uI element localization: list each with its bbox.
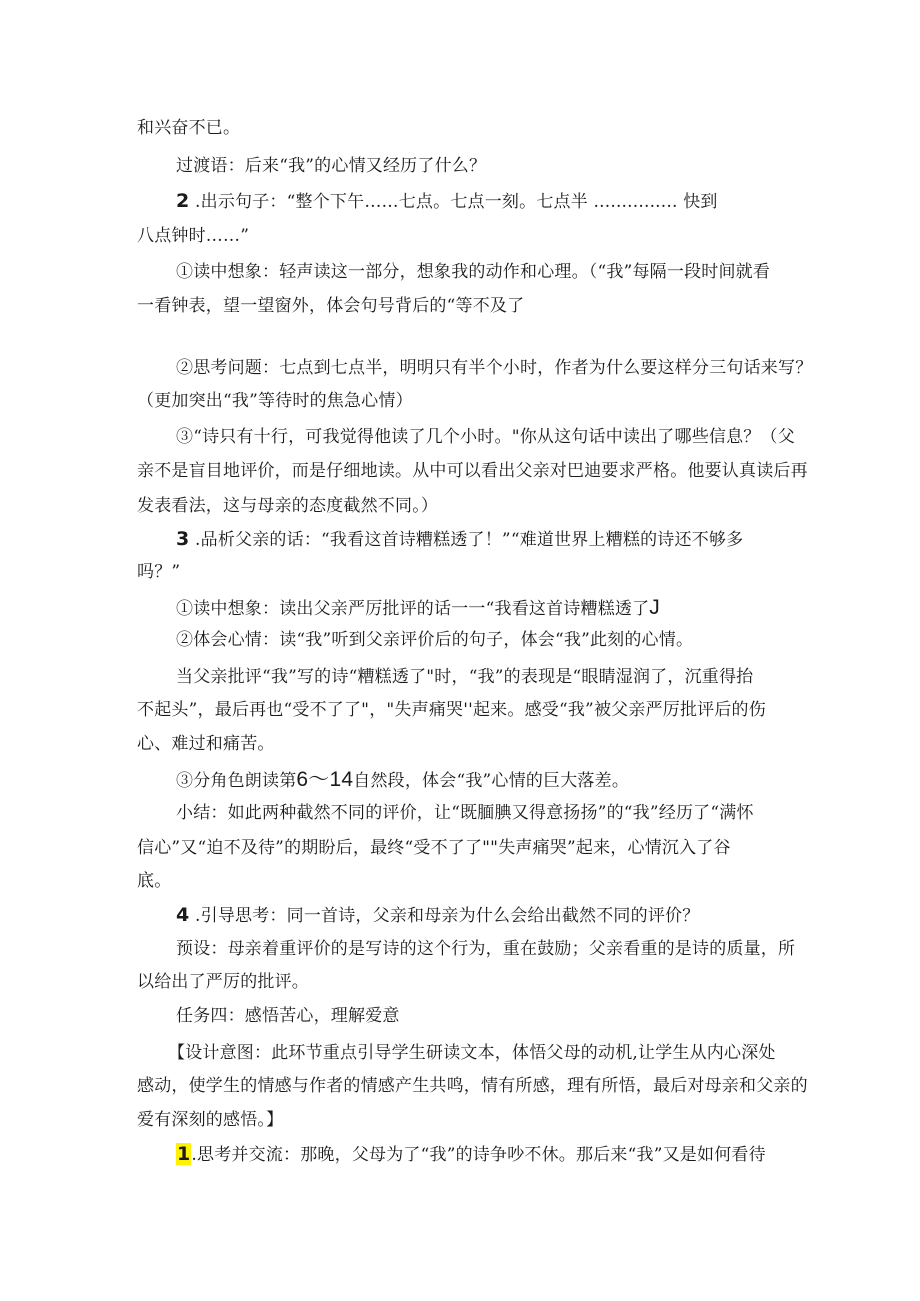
text-line: 小结：如此两种截然不同的评价，让“既腼腆又得意扬扬”的“我”经历了“满怀	[176, 803, 754, 823]
text-line: 八点钟时……”	[137, 226, 250, 246]
text-line: 感动，使学生的情感与作者的情感产生共鸣，情有所感，理有所悟，最后对母亲和父亲的	[137, 1076, 808, 1096]
item-number: 2	[176, 190, 190, 212]
text-line: 不起头”，最后再也“受不了了"，"失声痛哭''起来。感受“我”被父亲严厉批评后的伤	[137, 700, 766, 720]
numbered-item: 4 .引导思考：同一首诗，父亲和母亲为什么会给出截然不同的评价？	[176, 904, 700, 926]
text-line: （更加突出“我”等待时的焦急心情）	[137, 391, 413, 411]
section-heading: 任务四：感悟苦心，理解爱意	[176, 1006, 400, 1026]
paragraph-range: 6～14	[296, 768, 354, 791]
text-line: 信心”又“迫不及待”的期盼后，最终“受不了了""失声痛哭”起来，心情沉入了谷	[137, 838, 731, 858]
text-line: ①读中想象：轻声读这一部分，想象我的动作和心理。（“我”每隔一段时间就看	[176, 262, 771, 282]
text-line: 吗？”	[137, 562, 181, 582]
text-line: ③分角色朗读第6～14自然段，体会“我”心情的巨大落差。	[176, 768, 630, 791]
numbered-item: 3 .品析父亲的话：“我看这首诗糟糕透了！”“难道世界上糟糕的诗还不够多	[176, 528, 744, 550]
text-line: 底。	[137, 871, 172, 891]
numbered-item: 2 .出示句子：“整个下午……七点。七点一刻。七点半 ............... 快到	[176, 190, 718, 212]
j-glyph: J	[649, 596, 660, 619]
text-line: 【设计意图：此环节重点引导学生研读文本，体悟父母的动机,让学生从内心深处	[168, 1043, 776, 1063]
text-line: ①读中想象：读出父亲严厉批评的话一一“我看这首诗糟糕透了J	[176, 596, 660, 619]
item-number-highlighted: 1	[177, 1143, 191, 1165]
text-line: 爱有深刻的感悟。】	[137, 1110, 284, 1130]
text-line: 和兴奋不已。	[137, 118, 241, 138]
text-line: 以给出了严厉的批评。	[137, 972, 309, 992]
text-line: 过渡语：后来“我”的心情又经历了什么？	[176, 156, 487, 176]
text-line: 亲不是盲目地评价，而是仔细地读。从中可以看出父亲对巴迪要求严格。他要认真读后再	[137, 461, 808, 481]
item-number: 3	[176, 528, 190, 550]
text-line: ②体会心情：读“我”听到父亲评价后的句子，体会“我”此刻的心情。	[176, 630, 694, 650]
text-line: ②思考问题：七点到七点半，明明只有半个小时，作者为什么要这样分三句话来写？	[176, 358, 813, 378]
text-line: ③“诗只有十行，可我觉得他读了几个小时。"你从这句话中读出了哪些信息？（父	[176, 427, 795, 447]
text-line: 心、难过和痛苦。	[137, 734, 275, 754]
text-line: 发表看法，这与母亲的态度截然不同。）	[137, 496, 439, 516]
numbered-item: 1.思考并交流：那晚，父母为了“我”的诗争吵不休。那后来“我”又是如何看待	[177, 1143, 766, 1165]
text-line: 一看钟表，望一望窗外，体会句号背后的“等不及了	[137, 296, 525, 316]
text-line: 当父亲批评“我”写的诗“糟糕透了"时，“我”的表现是“眼睛湿润了，沉重得抬	[176, 667, 754, 687]
item-number: 4	[176, 904, 190, 926]
text-line: 预设：母亲着重评价的是写诗的这个行为，重在鼓励；父亲看重的是诗的质量，所	[176, 939, 796, 959]
